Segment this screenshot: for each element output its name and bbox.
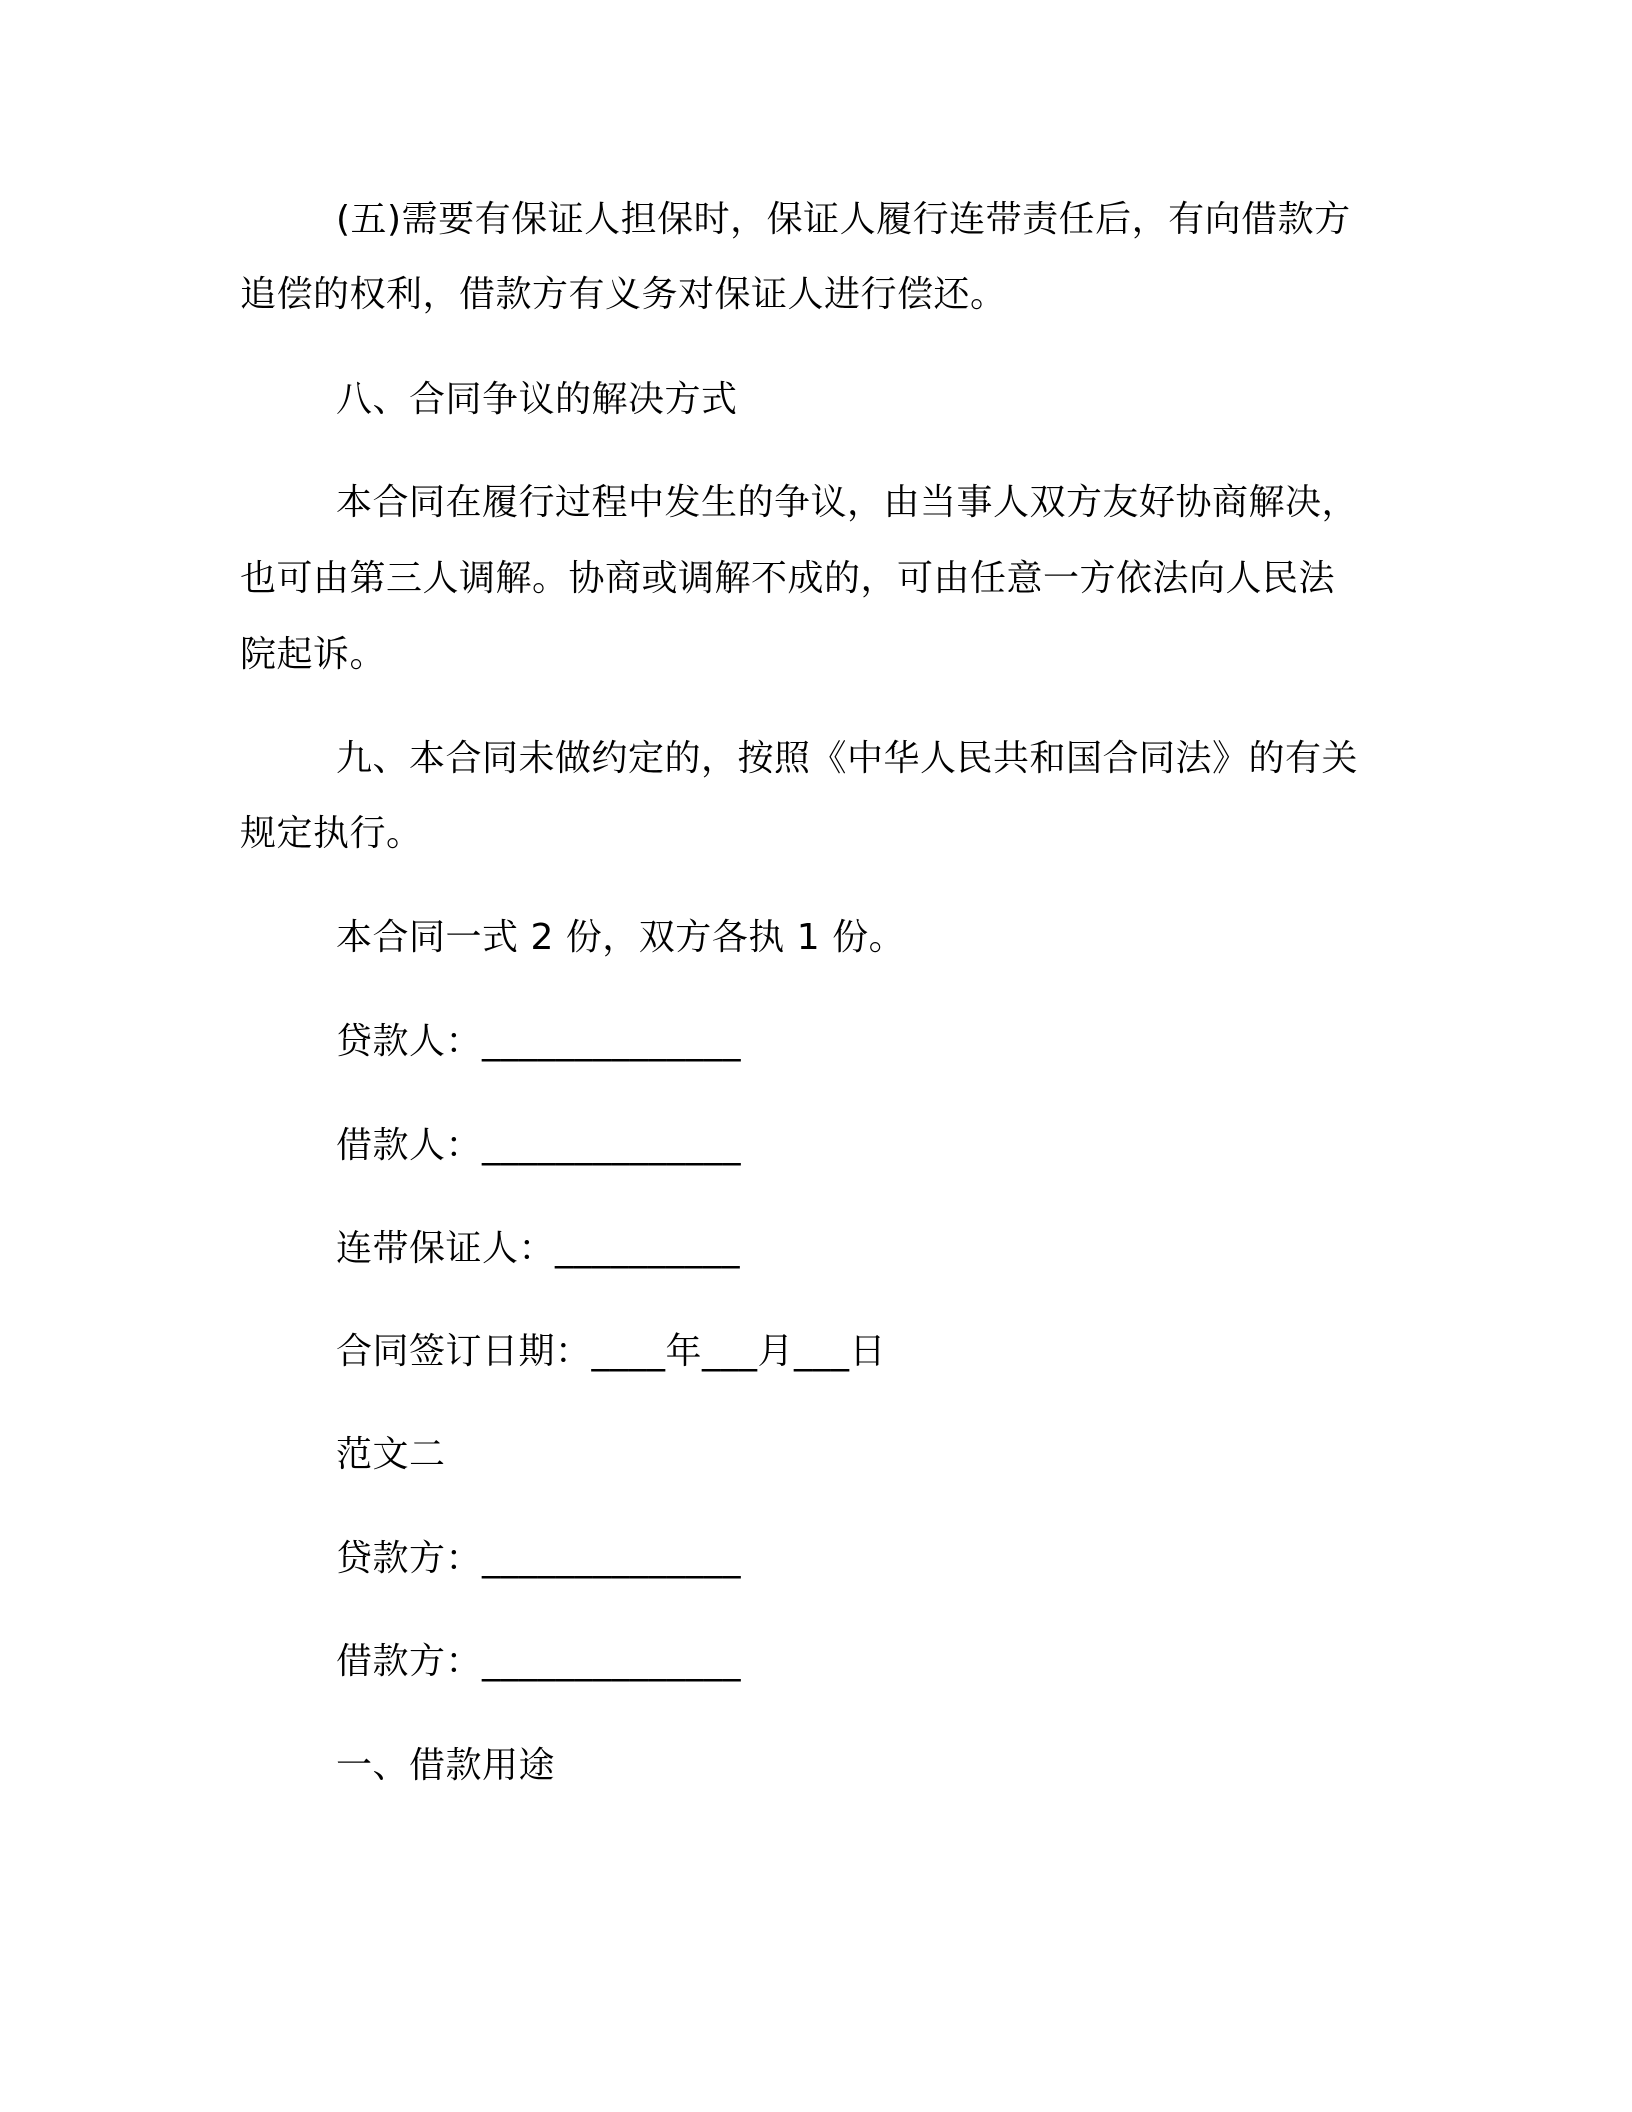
paragraph-guarantor-right-line2: 追偿的权利，借款方有义务对保证人进行偿还。: [240, 274, 1007, 315]
paragraph-contract-law-line1: 九、本合同未做约定的，按照《中华人民共和国合同法》的有关: [336, 738, 1359, 779]
signing-date-line: 合同签订日期：____年___月___日: [336, 1331, 887, 1372]
borrowing-party-line: 借款方：______________: [336, 1641, 742, 1682]
lender-signature-line: 贷款人：______________: [336, 1021, 742, 1062]
section-heading-loan-purpose: 一、借款用途: [336, 1745, 556, 1786]
lending-party-line: 贷款方：______________: [336, 1538, 742, 1579]
paragraph-dispute-line3: 院起诉。: [240, 634, 387, 675]
guarantor-signature-line: 连带保证人：__________: [336, 1228, 741, 1269]
section-heading-dispute-resolution: 八、合同争议的解决方式: [336, 379, 738, 420]
paragraph-dispute-line2: 也可由第三人调解。协商或调解不成的，可由任意一方依法向人民法: [240, 558, 1336, 599]
paragraph-copies: 本合同一式 2 份，双方各执 1 份。: [336, 917, 906, 958]
borrower-signature-line: 借款人：______________: [336, 1125, 742, 1166]
paragraph-dispute-line1: 本合同在履行过程中发生的争议，由当事人双方友好协商解决，: [336, 482, 1359, 523]
paragraph-contract-law-line2: 规定执行。: [240, 813, 423, 854]
paragraph-guarantor-right-line1: (五)需要有保证人担保时，保证人履行连带责任后，有向借款方: [336, 199, 1351, 240]
sample-two-title: 范文二: [336, 1434, 446, 1475]
